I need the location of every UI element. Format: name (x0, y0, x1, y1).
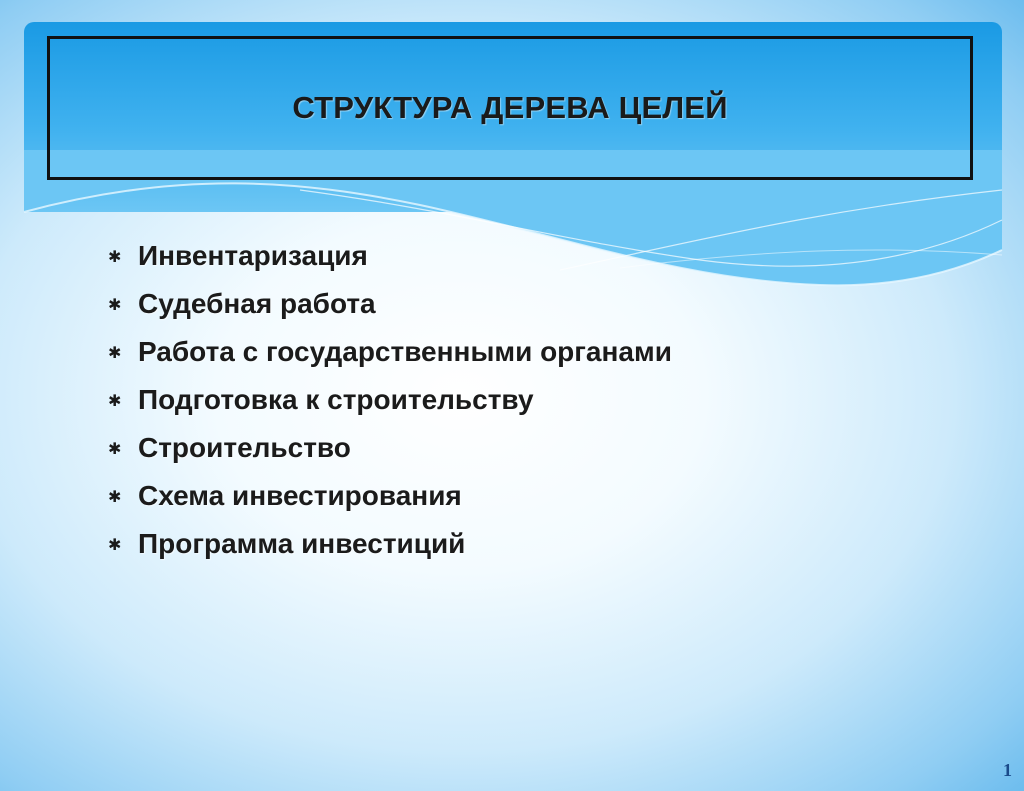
asterisk-bullet-icon: ✱ (108, 342, 122, 362)
list-item (108, 472, 672, 520)
list-item (108, 232, 672, 280)
list-item-label: Работа с государственными органами (138, 336, 672, 367)
goal-list (108, 232, 672, 568)
asterisk-bullet-icon: ✱ (108, 438, 122, 458)
asterisk-bullet-icon: ✱ (108, 246, 122, 266)
title-box (47, 36, 973, 180)
list-item-label: Программа инвестиций (138, 528, 466, 559)
list-item (108, 376, 672, 424)
page-number: 1 (1003, 760, 1012, 780)
list-item-label: Инвентаризация (138, 240, 368, 271)
list-item-label: Строительство (138, 432, 351, 463)
list-item-label: Судебная работа (138, 288, 376, 319)
asterisk-bullet-icon: ✱ (108, 390, 122, 410)
list-item (108, 424, 672, 472)
list-item (108, 520, 672, 568)
list-item-label: Подготовка к строительству (138, 384, 534, 415)
asterisk-bullet-icon: ✱ (108, 534, 122, 554)
list-item (108, 280, 672, 328)
asterisk-bullet-icon: ✱ (108, 294, 122, 314)
slide-title: СТРУКТУРА ДЕРЕВА ЦЕЛЕЙ (292, 90, 728, 125)
list-item-label: Схема инвестирования (138, 480, 462, 511)
asterisk-bullet-icon: ✱ (108, 486, 122, 506)
list-item (108, 328, 672, 376)
